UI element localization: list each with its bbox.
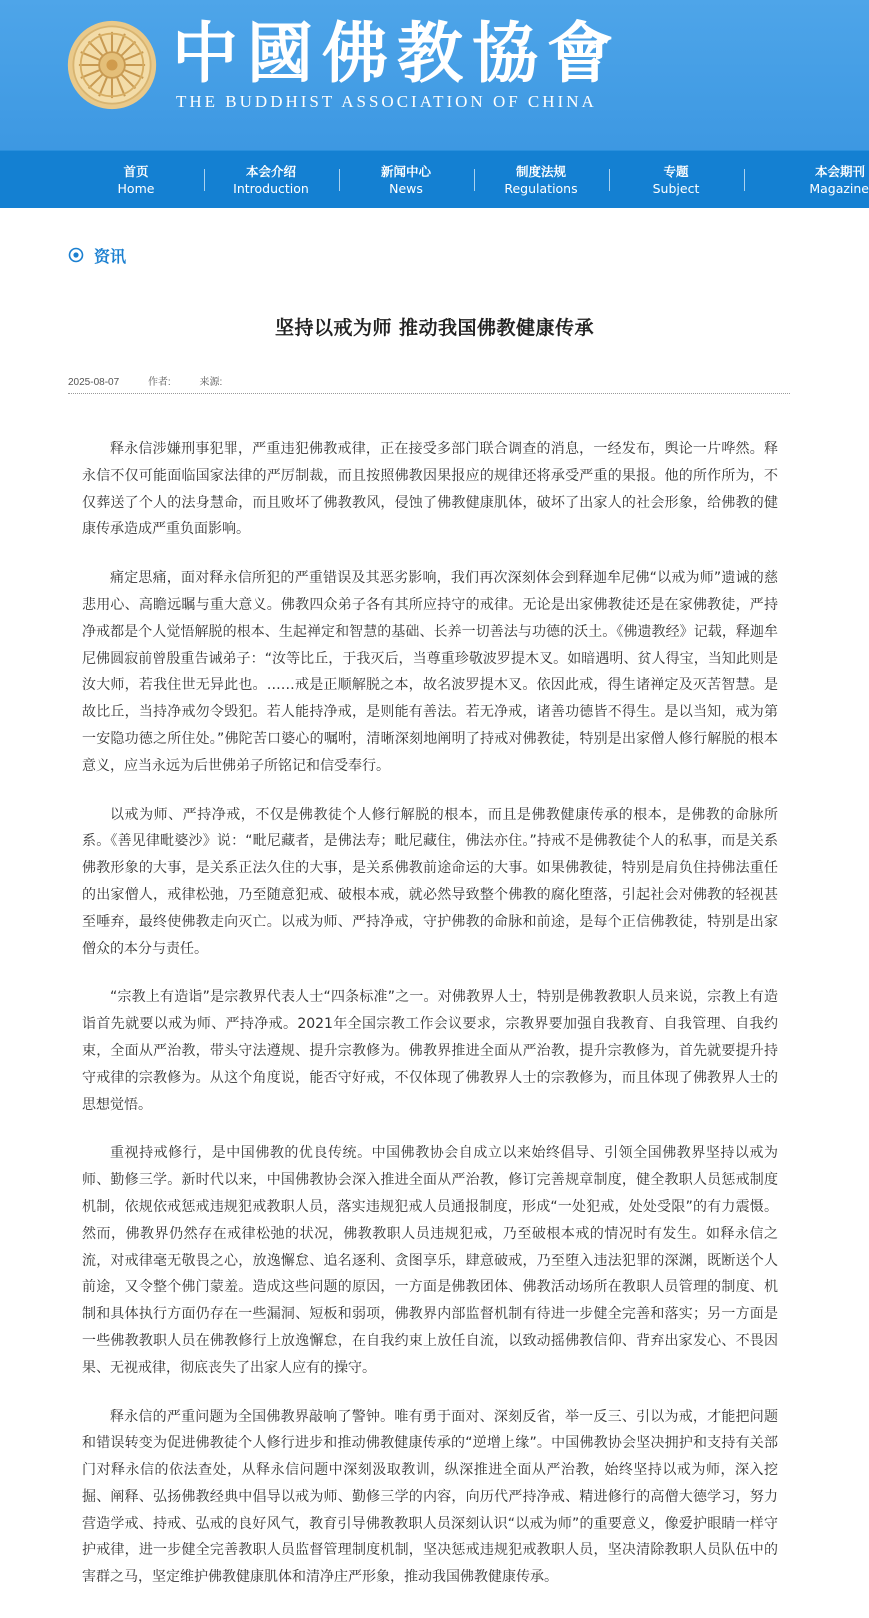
nav-item-label-cn: 制度法规	[515, 164, 566, 179]
article-title: 坚持以戒为师 推动我国佛教健康传承	[274, 317, 595, 339]
nav-divider	[204, 169, 205, 191]
nav-item-label-en: Introduction	[233, 181, 309, 196]
nav-item-label-cn: 专题	[663, 164, 689, 179]
nav-item-magazine[interactable]	[747, 150, 869, 208]
article-paragraph: 重视持戒修行，是中国佛教的优良传统。中国佛教协会自成立以来始终倡导、引领全国佛教界坚持以戒为师、勤修三学。新时代以来，中国佛教协会深入推进全面从严治教，修订完善规章制度，健全教职人员惩戒制度机制，依规依戒惩戒违规犯戒教职人员，落实违规犯戒人员通报制度，形成“一处犯戒，处处受限”的有力震慑。然而，佛教界仍然存在戒律松弛的状况，佛教教职人员违规犯戒，乃至破根本戒的情况时有发生。如释永信之流，对戒律毫无敬畏之心，放逸懈怠、追名逐利、贪图享乐，肆意破戒，乃至堕入违法犯罪的深渊，既断送个人前途，又令整个佛门蒙羞。造成这些问题的原因，一方面是佛教团体、佛教活动场所在教职人员管理的制度、机制和具体执行方面仍存在一些漏洞、短板和弱项，佛教界内部监督机制有待进一步健全完善和落实；另一方面是一些佛教教职人员在佛教修行上放逸懈怠，在自我约束上放任自流，以致动摇佛教信仰、背弃出家发心、不畏因果、无视戒律，彻底丧失了出家人应有的操守。	[82, 1145, 778, 1376]
nav-item-label-cn: 首页	[123, 164, 149, 179]
article-paragraph: 以戒为师、严持净戒，不仅是佛教徒个人修行解脱的根本，而且是佛教健康传承的根本，是佛教的命脉所系。《善见律毗婆沙》说：“毗尼藏者，是佛法寿；毗尼藏住，佛法亦住。”持戒不是佛教徒个人的私事，而是关系佛教形象的大事，是关系正法久住的大事，是关系佛教前途命运的大事。如果佛教徒，特别是肩负住持佛法重任的出家僧人，戒律松弛，乃至随意犯戒、破根本戒，就必然导致整个佛教的腐化堕落，引起社会对佛教的轻视甚至唾弃，最终使佛教走向灭亡。以戒为师、严持净戒，守护佛教的命脉和前途，是每个正信佛教徒，特别是出家僧众的本分与责任。	[82, 806, 778, 957]
divider	[68, 393, 790, 394]
nav-divider	[339, 169, 340, 191]
article-date: 2025-08-07	[68, 377, 120, 388]
nav-item-label-en: Magazine	[809, 181, 869, 196]
article-paragraph: 释永信涉嫌刑事犯罪，严重违犯佛教戒律，正在接受多部门联合调查的消息，一经发布，舆论一片哗然。释永信不仅可能面临国家法律的严厉制裁，而且按照佛教因果报应的规律还将承受严重的果报。他的所作所为，不仅葬送了个人的法身慧命，而且败坏了佛教教风，侵蚀了佛教健康肌体，破坏了出家人的社会形象，给佛教的健康传承造成严重负面影响。	[82, 441, 778, 538]
nav-item-introduction[interactable]	[206, 150, 336, 208]
nav-item-label-en: Regulations	[504, 181, 578, 196]
nav-item-label-cn: 本会介绍	[245, 164, 296, 179]
article-paragraph: “宗教上有造诣”是宗教界代表人士“四条标准”之一。对佛教界人士，特别是佛教教职人员来说，宗教上有造诣首先就要以戒为师、严持净戒。2021年全国宗教工作会议要求，宗教界要加强自我教育、自我管理、自我约束，全面从严治教，带头守法遵规、提升宗教修为。佛教界推进全面从严治教，提升宗教修为，首先就要提升持守戒律的宗教修为。从这个角度说，能否守好戒，不仅体现了佛教界人士的宗教修为，而且体现了佛教界人士的思想觉悟。	[82, 989, 778, 1113]
dharma-wheel-logo-icon[interactable]	[66, 19, 158, 111]
nav-item-label-cn: 本会期刊	[814, 164, 865, 179]
nav-item-home[interactable]	[71, 150, 201, 208]
nav-divider	[474, 169, 475, 191]
site-header	[0, 0, 869, 150]
nav-item-news[interactable]	[341, 150, 471, 208]
nav-divider	[609, 169, 610, 191]
section-title[interactable]: 资讯	[94, 246, 127, 266]
section-heading	[68, 244, 126, 266]
nav-item-regulations[interactable]	[476, 150, 606, 208]
nav-item-label-en: News	[389, 181, 423, 196]
article-paragraph: 释永信的严重问题为全国佛教界敲响了警钟。唯有勇于面对、深刻反省，举一反三、引以为戒，才能把问题和错误转变为促进佛教徒个人修行进步和推动佛教健康传承的“逆增上缘”。中国佛教协会坚决拥护和支持有关部门对释永信的依法查处，从释永信问题中深刻汲取教训，纵深推进全面从严治教，始终坚持以戒为师，深入挖掘、阐释、弘扬佛教经典中倡导以戒为师、勤修三学的内容，向历代严持净戒、精进修行的高僧大德学习，努力营造学戒、持戒、弘戒的良好风气，教育引导佛教教职人员深刻认识“以戒为师”的重要意义，像爱护眼睛一样守护戒律，进一步健全完善教职人员监督管理制度机制，坚决惩戒违规犯戒教职人员，坚决清除教职人员队伍中的害群之马，坚定维护佛教健康肌体和清净庄严形象，推动我国佛教健康传承。	[82, 1408, 778, 1586]
nav-divider	[744, 169, 745, 191]
brand-name-en: THE BUDDHIST ASSOCIATION OF CHINA	[176, 92, 597, 111]
nav-item-label-cn: 新闻中心	[380, 164, 431, 179]
article-body	[82, 436, 778, 1613]
article-source-label: 来源:	[199, 377, 223, 388]
nav-item-label-en: Home	[117, 181, 155, 196]
article-author-label: 作者:	[147, 377, 171, 388]
article-meta	[68, 373, 248, 388]
target-circle-icon	[68, 247, 84, 263]
nav-item-label-en: Subject	[652, 181, 700, 196]
article-paragraph: 痛定思痛，面对释永信所犯的严重错误及其恶劣影响，我们再次深刻体会到释迦牟尼佛“以戒为师”遗诫的慈悲用心、高瞻远瞩与重大意义。佛教四众弟子各有其所应持守的戒律。无论是出家佛教徒还是在家佛教徒，严持净戒都是个人觉悟解脱的根本、生起禅定和智慧的基础、长养一切善法与功德的沃土。《佛遗教经》记载，释迦牟尼佛圆寂前曾殷重告诫弟子：“汝等比丘，于我灭后，当尊重珍敬波罗提木叉。如暗遇明、贫人得宝，当知此则是汝大师，若我住世无异此也。……戒是正顺解脱之本，故名波罗提木叉。依因此戒，得生诸禅定及灭苦智慧。是故比丘，当持净戒勿令毁犯。若人能持净戒，是则能有善法。若无净戒，诸善功德皆不得生。是以当知，戒为第一安隐功德之所住处。”佛陀苦口婆心的嘱咐，清晰深刻地阐明了持戒对佛教徒，特别是出家僧人修行解脱的根本意义，应当永远为后世佛弟子所铭记和信受奉行。	[82, 570, 778, 774]
main-nav	[0, 150, 869, 208]
brand-name-cn: 中國佛教協會	[172, 14, 622, 92]
nav-item-subject[interactable]	[611, 150, 741, 208]
